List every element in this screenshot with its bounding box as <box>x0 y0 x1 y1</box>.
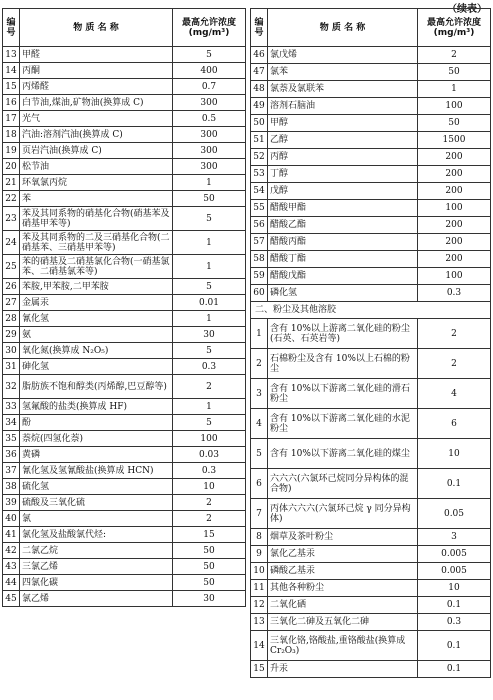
row-number: 25 <box>3 255 20 279</box>
table-row <box>3 207 246 231</box>
row-number: 9 <box>251 546 268 563</box>
table-row <box>251 349 491 379</box>
limit-value: 0.3 <box>173 463 246 479</box>
substance-name: 硫化氢 <box>20 479 173 495</box>
table-row <box>251 166 491 183</box>
limit-value: 1 <box>173 175 246 191</box>
table-row <box>3 95 246 111</box>
name-header: 物 质 名 称 <box>268 9 418 47</box>
limit-value: 0.1 <box>418 469 491 499</box>
table-row <box>251 529 491 546</box>
limit-header <box>173 9 246 47</box>
limit-value: 0.3 <box>173 359 246 375</box>
substance-name: 乙醇 <box>268 132 418 149</box>
row-number: 38 <box>3 479 20 495</box>
limit-value: 5 <box>173 279 246 295</box>
table-row <box>251 268 491 285</box>
table-row <box>3 495 246 511</box>
table-row <box>251 580 491 597</box>
substance-name: 氯乙烯 <box>20 591 173 607</box>
row-number: 55 <box>251 200 268 217</box>
table-row <box>251 409 491 439</box>
substance-name: 醋酸丁酯 <box>268 251 418 268</box>
substance-name: 酚 <box>20 415 173 431</box>
limit-value: 50 <box>173 559 246 575</box>
substance-name: 甲醛 <box>20 47 173 63</box>
row-number: 2 <box>251 349 268 379</box>
left-table-body <box>3 47 246 607</box>
limit-value: 5 <box>173 343 246 359</box>
limit-value: 5 <box>173 47 246 63</box>
limit-header <box>418 9 491 47</box>
substance-name: 烟草及茶叶粉尘 <box>268 529 418 546</box>
substance-name: 二氧化硒 <box>268 597 418 614</box>
substance-name: 氨 <box>20 327 173 343</box>
table-row <box>251 439 491 469</box>
table-row <box>251 285 491 302</box>
limit-value: 3 <box>418 529 491 546</box>
limit-value: 300 <box>173 143 246 159</box>
table-row <box>251 661 491 678</box>
row-number: 22 <box>3 191 20 207</box>
section-row <box>251 302 491 319</box>
limit-value: 0.005 <box>418 563 491 580</box>
table-row <box>251 115 491 132</box>
limit-value: 1 <box>173 231 246 255</box>
substance-name: 氰化氢及氢氰酸盐(换算成 HCN) <box>20 463 173 479</box>
limit-value: 5 <box>173 207 246 231</box>
limit-value: 200 <box>418 217 491 234</box>
table-row <box>3 159 246 175</box>
substance-name: 磷化氢 <box>268 285 418 302</box>
limit-value: 15 <box>173 527 246 543</box>
row-number: 14 <box>251 631 268 661</box>
substance-name: 苯及其同系物的硝基化合物(硝基苯及硝基甲苯等) <box>20 207 173 231</box>
row-number: 10 <box>251 563 268 580</box>
table-row <box>3 431 246 447</box>
table-row <box>3 375 246 399</box>
row-number: 30 <box>3 343 20 359</box>
table-row <box>3 143 246 159</box>
limit-value: 30 <box>173 327 246 343</box>
row-number: 5 <box>251 439 268 469</box>
row-number: 21 <box>3 175 20 191</box>
row-number: 15 <box>3 79 20 95</box>
limit-value: 200 <box>418 251 491 268</box>
limit-value: 10 <box>418 439 491 469</box>
row-number: 40 <box>3 511 20 527</box>
table-row <box>3 327 246 343</box>
limit-value: 0.5 <box>173 111 246 127</box>
substance-name: 三氯乙烯 <box>20 559 173 575</box>
row-number: 28 <box>3 311 20 327</box>
table-row <box>3 191 246 207</box>
row-number: 6 <box>251 469 268 499</box>
row-number: 23 <box>3 207 20 231</box>
row-number: 49 <box>251 98 268 115</box>
table-row <box>3 511 246 527</box>
limit-value: 50 <box>173 575 246 591</box>
limit-value: 10 <box>173 479 246 495</box>
substance-name: 六六六(六氯环己烷同分异构体的混合物) <box>268 469 418 499</box>
row-number: 36 <box>3 447 20 463</box>
table-row <box>251 499 491 529</box>
substance-name: 醋酸丙酯 <box>268 234 418 251</box>
row-number: 17 <box>3 111 20 127</box>
table-row <box>3 527 246 543</box>
substance-name: 戊醇 <box>268 183 418 200</box>
table-row <box>3 255 246 279</box>
substance-name: 苯 <box>20 191 173 207</box>
substance-name: 丁醇 <box>268 166 418 183</box>
limit-value: 30 <box>173 591 246 607</box>
row-number: 58 <box>251 251 268 268</box>
substance-name: 含有 10%以下游离二氧化硅的煤尘 <box>268 439 418 469</box>
table-row <box>251 597 491 614</box>
substance-name: 含有 10%以下游离二氧化硅的滑石粉尘 <box>268 379 418 409</box>
table-row <box>3 575 246 591</box>
table-row <box>3 111 246 127</box>
table-row <box>3 399 246 415</box>
limit-value: 0.1 <box>418 597 491 614</box>
substance-name: 氯苯 <box>268 64 418 81</box>
table-row <box>251 379 491 409</box>
limit-value: 2 <box>173 375 246 399</box>
table-row <box>3 359 246 375</box>
substance-name: 脂肪族不饱和醇类(丙烯醇,巴豆醇等) <box>20 375 173 399</box>
row-number: 41 <box>3 527 20 543</box>
table-row <box>3 543 246 559</box>
table-row <box>3 175 246 191</box>
limit-header-unit: (mg/m³) <box>433 27 475 38</box>
substance-name: 砷化氢 <box>20 359 173 375</box>
substance-name: 氯化乙基汞 <box>268 546 418 563</box>
row-number: 60 <box>251 285 268 302</box>
substance-name: 苯的硝基及二硝基氯化合物(一硝基氯苯、二硝基氯苯等) <box>20 255 173 279</box>
substance-name: 硫酸及三氧化硫 <box>20 495 173 511</box>
limit-value: 4 <box>418 379 491 409</box>
substance-name: 其他各种粉尘 <box>268 580 418 597</box>
row-number: 33 <box>3 399 20 415</box>
substance-name: 醋酸甲酯 <box>268 200 418 217</box>
table-row <box>251 183 491 200</box>
limit-value: 400 <box>173 63 246 79</box>
table-row <box>3 279 246 295</box>
num-header: 编号 <box>251 9 268 47</box>
right-header-row <box>251 9 491 47</box>
row-number: 12 <box>251 597 268 614</box>
row-number: 47 <box>251 64 268 81</box>
row-number: 37 <box>3 463 20 479</box>
row-number: 19 <box>3 143 20 159</box>
row-number: 31 <box>3 359 20 375</box>
limit-value: 6 <box>418 409 491 439</box>
substance-name: 含有 10%以下游离二氧化硅的水泥粉尘 <box>268 409 418 439</box>
substance-name: 升汞 <box>268 661 418 678</box>
substance-name: 溶剂石脑油 <box>268 98 418 115</box>
continued-label: （续表） <box>447 4 487 15</box>
row-number: 35 <box>3 431 20 447</box>
limit-value: 200 <box>418 149 491 166</box>
substance-name: 磷酸乙基汞 <box>268 563 418 580</box>
row-number: 34 <box>3 415 20 431</box>
left-table <box>2 8 246 607</box>
limit-value: 100 <box>418 200 491 217</box>
table-row <box>251 149 491 166</box>
limit-value: 200 <box>418 166 491 183</box>
table-row <box>3 447 246 463</box>
table-row <box>251 98 491 115</box>
substance-name: 醋酸戊酯 <box>268 268 418 285</box>
limit-value: 10 <box>418 580 491 597</box>
table-row <box>3 127 246 143</box>
row-number: 24 <box>3 231 20 255</box>
row-number: 48 <box>251 81 268 98</box>
row-number: 4 <box>251 409 268 439</box>
row-number: 13 <box>3 47 20 63</box>
row-number: 29 <box>3 327 20 343</box>
substance-name: 石棉粉尘及含有 10%以上石棉的粉尘 <box>268 349 418 379</box>
row-number: 15 <box>251 661 268 678</box>
table-row <box>3 63 246 79</box>
substance-name: 苯及其同系物的二及三硝基化合物(二硝基苯、三硝基甲苯等) <box>20 231 173 255</box>
limit-value: 1 <box>418 81 491 98</box>
right-table <box>250 8 491 678</box>
limit-value: 2 <box>418 47 491 64</box>
row-number: 14 <box>3 63 20 79</box>
limit-value: 1 <box>173 399 246 415</box>
table-row <box>3 295 246 311</box>
limit-value: 0.3 <box>418 614 491 631</box>
table-row <box>251 47 491 64</box>
row-number: 39 <box>3 495 20 511</box>
limit-value: 0.1 <box>418 661 491 678</box>
substance-name: 含有 10%以上游离二氧化硅的粉尘(石英、石英岩等) <box>268 319 418 349</box>
limit-value: 300 <box>173 95 246 111</box>
limit-value: 1500 <box>418 132 491 149</box>
limit-value: 0.05 <box>418 499 491 529</box>
substance-name: 页岩汽油(换算成 C) <box>20 143 173 159</box>
substance-name: 金属汞 <box>20 295 173 311</box>
row-number: 51 <box>251 132 268 149</box>
limit-value: 200 <box>418 183 491 200</box>
row-number: 50 <box>251 115 268 132</box>
table-row <box>3 559 246 575</box>
substance-name: 丙体六六六(六氯环己烷 γ 同分异构体) <box>268 499 418 529</box>
limit-value: 50 <box>418 115 491 132</box>
table-row <box>251 614 491 631</box>
substance-name: 松节油 <box>20 159 173 175</box>
row-number: 27 <box>3 295 20 311</box>
substance-name: 氧化氮(换算成 N₂O₅) <box>20 343 173 359</box>
limit-value: 1 <box>173 311 246 327</box>
substance-name: 三氧化二砷及五氧化二砷 <box>268 614 418 631</box>
left-header-row <box>3 9 246 47</box>
row-number: 32 <box>3 375 20 399</box>
table-row <box>3 415 246 431</box>
substance-name: 光气 <box>20 111 173 127</box>
substance-name: 氯 <box>20 511 173 527</box>
row-number: 7 <box>251 499 268 529</box>
name-header: 物 质 名 称 <box>20 9 173 47</box>
limit-value: 300 <box>173 159 246 175</box>
table-row <box>251 563 491 580</box>
limit-value: 0.01 <box>173 295 246 311</box>
substance-name: 丙醇 <box>268 149 418 166</box>
row-number: 3 <box>251 379 268 409</box>
right-table-body <box>251 47 491 678</box>
limit-value: 50 <box>418 64 491 81</box>
row-number: 20 <box>3 159 20 175</box>
limit-value: 300 <box>173 127 246 143</box>
table-row <box>251 469 491 499</box>
substance-name: 环氧氯丙烷 <box>20 175 173 191</box>
limit-value: 2 <box>173 495 246 511</box>
table-row <box>251 251 491 268</box>
limit-value: 100 <box>173 431 246 447</box>
substance-name: 汽油:溶剂汽油(换算成 C) <box>20 127 173 143</box>
table-row <box>251 132 491 149</box>
row-number: 57 <box>251 234 268 251</box>
table-row <box>251 64 491 81</box>
table-row <box>251 631 491 661</box>
substance-name: 二氯乙烷 <box>20 543 173 559</box>
row-number: 11 <box>251 580 268 597</box>
limit-value: 0.1 <box>418 631 491 661</box>
table-row <box>251 234 491 251</box>
row-number: 45 <box>3 591 20 607</box>
substance-name: 甲醇 <box>268 115 418 132</box>
substance-name: 氯化氢及盐酸氯代烃: <box>20 527 173 543</box>
limit-header-unit: (mg/m³) <box>188 27 230 38</box>
substance-name: 丙酮 <box>20 63 173 79</box>
limit-value: 200 <box>418 234 491 251</box>
row-number: 44 <box>3 575 20 591</box>
row-number: 1 <box>251 319 268 349</box>
limit-value: 2 <box>418 319 491 349</box>
limit-value: 2 <box>418 349 491 379</box>
limit-value: 0.3 <box>418 285 491 302</box>
table-row <box>251 81 491 98</box>
limit-value: 50 <box>173 191 246 207</box>
limit-value: 0.7 <box>173 79 246 95</box>
table-row <box>251 319 491 349</box>
table-row <box>251 217 491 234</box>
num-header: 编号 <box>3 9 20 47</box>
row-number: 13 <box>251 614 268 631</box>
substance-name: 萘烷(四氢化萘) <box>20 431 173 447</box>
limit-value: 5 <box>173 415 246 431</box>
row-number: 18 <box>3 127 20 143</box>
table-row <box>3 311 246 327</box>
limit-value: 0.005 <box>418 546 491 563</box>
substance-name: 四氯化碳 <box>20 575 173 591</box>
substance-name: 白节油,煤油,矿物油(换算成 C) <box>20 95 173 111</box>
row-number: 53 <box>251 166 268 183</box>
row-number: 56 <box>251 217 268 234</box>
row-number: 26 <box>3 279 20 295</box>
section-title: 二、粉尘及其他溶胶 <box>251 302 491 319</box>
table-row <box>3 591 246 607</box>
table-row <box>3 47 246 63</box>
substance-name: 氯萘及氯联苯 <box>268 81 418 98</box>
limit-value: 50 <box>173 543 246 559</box>
limit-header-label: 最高允许浓度 <box>181 17 236 28</box>
table-row <box>251 200 491 217</box>
limit-value: 100 <box>418 98 491 115</box>
limit-value: 100 <box>418 268 491 285</box>
table-row <box>3 343 246 359</box>
substance-name: 黄磷 <box>20 447 173 463</box>
substance-name: 氯戊烯 <box>268 47 418 64</box>
row-number: 8 <box>251 529 268 546</box>
substance-name: 氢氟酸的盐类(换算成 HF) <box>20 399 173 415</box>
substance-name: 醋酸乙酯 <box>268 217 418 234</box>
row-number: 59 <box>251 268 268 285</box>
substance-name: 氰化氢 <box>20 311 173 327</box>
limit-value: 1 <box>173 255 246 279</box>
row-number: 54 <box>251 183 268 200</box>
row-number: 46 <box>251 47 268 64</box>
substance-name: 苯胺,甲苯胺,二甲苯胺 <box>20 279 173 295</box>
substance-name: 三氧化铬,铬酸盐,重铬酸盐(换算成 Cr₂O₃) <box>268 631 418 661</box>
row-number: 52 <box>251 149 268 166</box>
substance-name: 丙烯醛 <box>20 79 173 95</box>
row-number: 16 <box>3 95 20 111</box>
table-row <box>3 79 246 95</box>
limit-value: 2 <box>173 511 246 527</box>
limit-header-label: 最高允许浓度 <box>426 17 481 28</box>
row-number: 42 <box>3 543 20 559</box>
table-row <box>3 463 246 479</box>
table-row <box>251 546 491 563</box>
table-row <box>3 231 246 255</box>
row-number: 43 <box>3 559 20 575</box>
table-row <box>3 479 246 495</box>
limit-value: 0.03 <box>173 447 246 463</box>
